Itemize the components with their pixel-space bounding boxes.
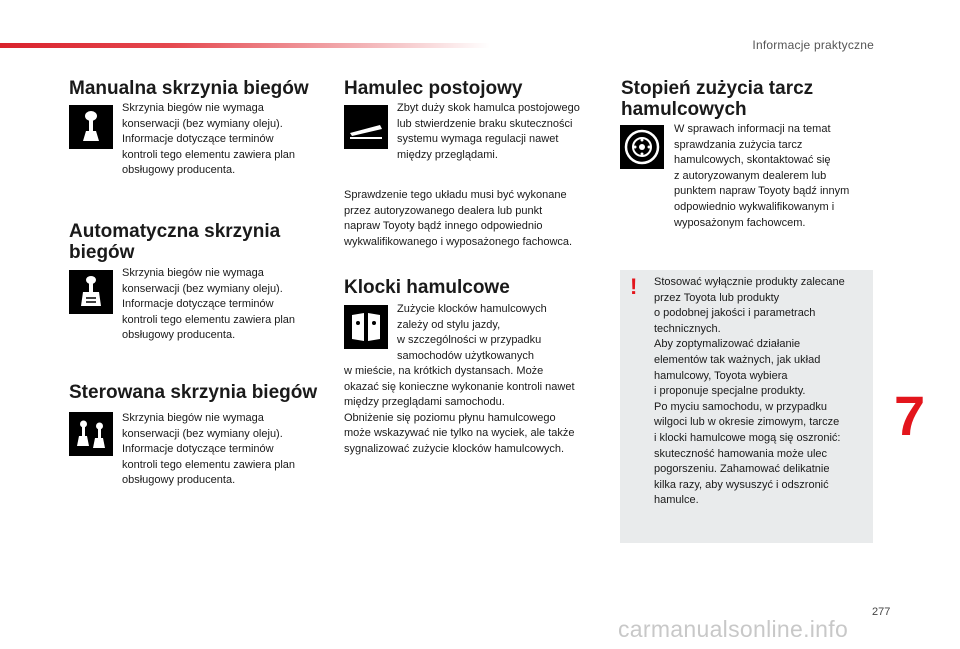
parking-brake-icon [344,105,388,149]
section-header: Informacje praktyczne [752,38,874,52]
brake-pads-text: Zużycie klocków hamulcowych zależy od stylu jazdy, w szczególności w przypadku samochodów użytkowanych [397,303,547,362]
brake-pads-icon [344,305,388,349]
header-accent-bar [0,43,490,48]
controlled-gearbox-heading: Sterowana skrzynia biegów [69,382,318,403]
page-number: 277 [872,606,891,618]
controlled-gearbox-text: Skrzynia biegów nie wymaga konserwacji (bez wymiany oleju). Informacje dotyczące terminów kontroli tego elementu zawiera plan obsługowy producenta. [122,412,296,487]
brake-pads-heading: Klocki hamulcowe [344,277,510,298]
watermark: carmanualsonline.info [618,616,849,642]
manual-gear-icon [69,105,113,149]
brake-discs-heading: Stopień zużycia tarcz hamulcowych [621,78,814,120]
warning-icon: ! [630,274,638,299]
brake-pads-text-2: w mieście, na krótkich dystansach. Może okazać się konieczne wykonanie kontroli nawet między przeglądami samochodu. Obniżenie się poziomu płynu hamulcowego może wskazywać nie tylko na wyciek, ale także sygnalizować zużycie klocków hamulcowych. [344,365,575,455]
automatic-gearbox-text: Skrzynia biegów nie wymaga konserwacji (bez wymiany oleju). Informacje dotyczące terminów kontroli tego elementu zawiera plan obsługowy producenta. [122,267,296,342]
controlled-gear-icon [69,412,113,456]
recommendation-note-text: Stosować wyłącznie produkty zalecane przez Toyota lub produkty o podobnej jakości i parametrach technicznych. Aby zoptymalizować działanie elementów tak ważnych, jak układ hamulcowy, Toyota wybiera i proponuje specjalne produkty. Po myciu samochodu, w przypadku wilgoci lub w okresie zimowym, tarcze i klocki hamulcowe mogą się oszronić: skuteczność hamowania może ulec pogorszeniu. Zahamować delikatnie kilka razy, aby wysuszyć i odszronić hamulce. [654,276,845,507]
automatic-gear-icon [69,270,113,314]
parking-brake-text: Zbyt duży skok hamulca postojowego lub stwierdzenie braku skuteczności systemu wymaga regulacji nawet między przeglądami. [397,102,580,161]
manual-gearbox-text: Skrzynia biegów nie wymaga konserwacji (bez wymiany oleju). Informacje dotyczące terminów kontroli tego elementu zawiera plan obsługowy producenta. [122,102,296,177]
chapter-number: 7 [894,384,926,447]
brake-discs-text: W sprawach informacji na temat sprawdzania zużycia tarcz hamulcowych, skontaktować się z autoryzowanym dealerem lub punktem napraw Toyoty bądź innym odpowiednio wykwalifikowanym i wyposażonym fachowcem. [674,123,850,229]
brake-disc-icon [620,125,664,169]
parking-brake-heading: Hamulec postojowy [344,78,523,99]
manual-gearbox-heading: Manualna skrzynia biegów [69,78,309,99]
parking-brake-text-2: Sprawdzenie tego układu musi być wykonane przez autoryzowanego dealera lub punkt napraw Toyoty bądź innego odpowiednio wykwalifikowanego i wyposażonego fachowca. [344,189,573,248]
automatic-gearbox-heading: Automatyczna skrzynia biegów [69,221,281,263]
